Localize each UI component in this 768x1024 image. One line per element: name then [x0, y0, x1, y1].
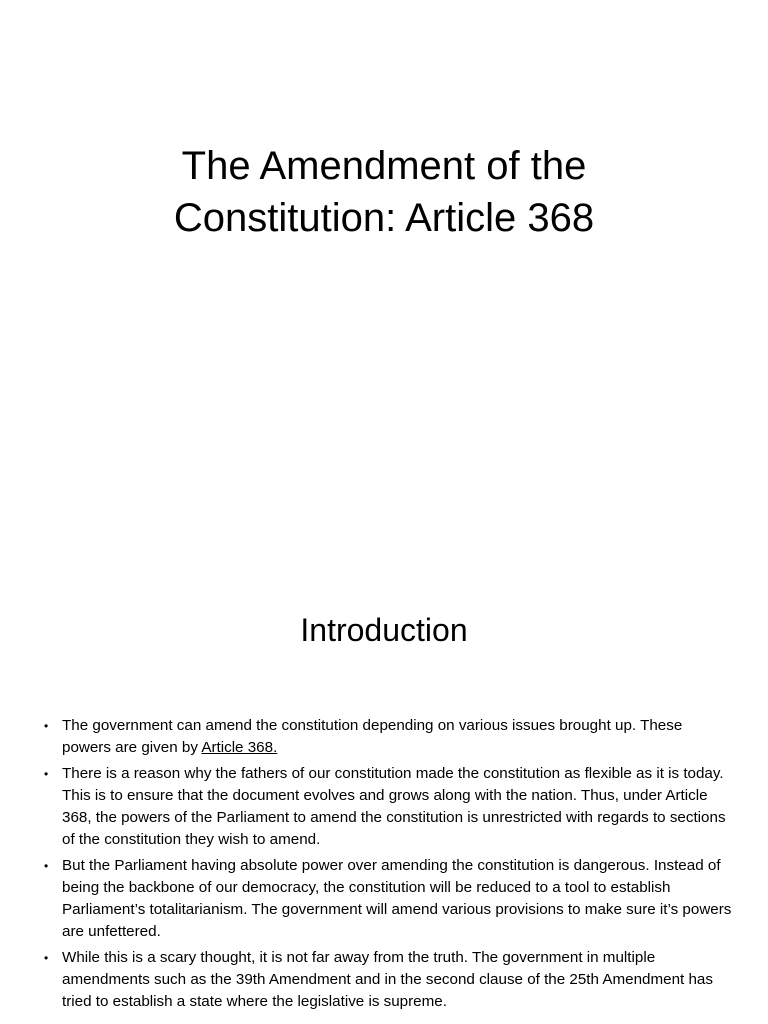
bullet-list: [44, 715, 734, 1017]
bullet-text: But the Parliament having absolute power over amending the constitution is dangerous. Instead of being the backbone of our democracy, the constitution will be reduced to a tool to establish Parliament’s totalitarianism. The government will amend various provisions to make sure it’s powers are unfettered.: [62, 857, 732, 940]
bullet-text: There is a reason why the fathers of our constitution made the constitution as flexible as it is today. This is to ensure that the document evolves and grows along with the nation. Thus, under Article 368, the powers of the Parliament to amend the constitution is unrestricted with regards to sections of the constitution they wish to amend.: [62, 765, 726, 848]
list-item: [44, 715, 734, 759]
list-item: [44, 763, 734, 851]
bullet-icon: •: [44, 951, 49, 965]
slide-title: [0, 140, 768, 244]
list-item: [44, 947, 734, 1013]
list-item: [44, 855, 734, 943]
bullet-icon: •: [44, 719, 49, 733]
bullet-text: While this is a scary thought, it is not far away from the truth. The government in multiple amendments such as the 39th Amendment and in the second clause of the 25th Amendment has tried to establish a state where the legislative is supreme.: [62, 949, 713, 1010]
introduction-slide: [0, 560, 768, 1024]
article-368-link[interactable]: Article 368.: [201, 739, 278, 756]
bullet-text: The government can amend the constitution depending on various issues brought up. These powers are given by: [62, 717, 683, 756]
bullet-icon: •: [44, 767, 49, 781]
bullet-icon: •: [44, 859, 49, 873]
slide-heading: Introduction: [300, 612, 468, 648]
title-line-2: Constitution: Article 368: [173, 196, 595, 240]
title-line-1: The Amendment of the: [181, 144, 587, 188]
